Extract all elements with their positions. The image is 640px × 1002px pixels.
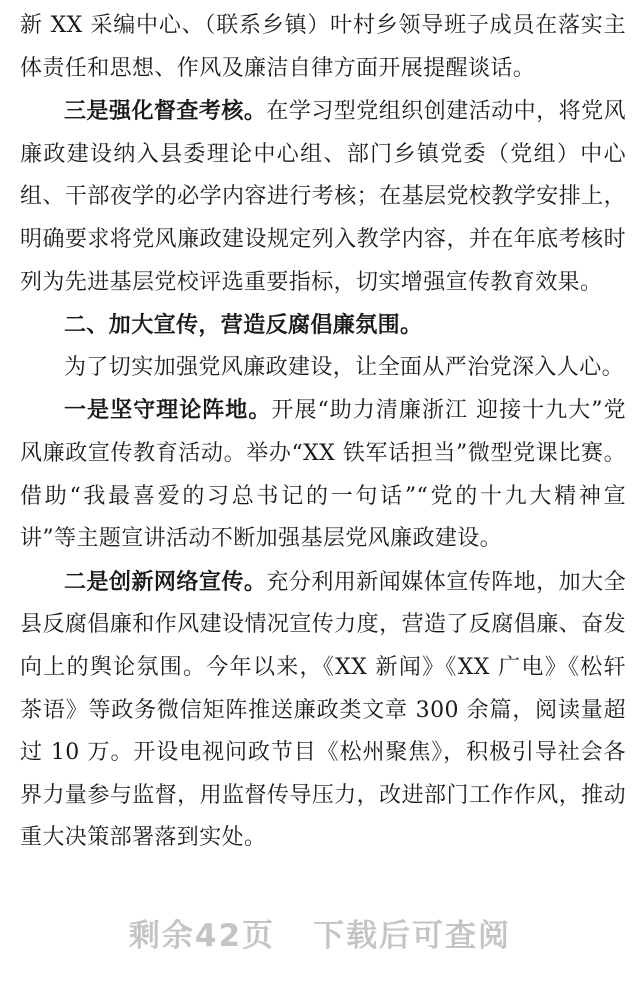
paragraph-lead: 三是强化督查考核。	[64, 98, 267, 125]
paragraph-lead: 一是坚守理论阵地。	[64, 397, 272, 424]
paragraph-text: 新 XX 采编中心、（联系乡镇）叶村乡领导班子成员在落实主体责任和思想、作风及廉洁自律方面开展提醒谈话。	[20, 13, 626, 81]
paragraph-intro	[20, 347, 626, 390]
download-prompt-label: 下载后可查阅	[313, 918, 512, 954]
section-heading-text: 二、加大宣传，营造反腐倡廉氛围。	[64, 312, 423, 339]
paragraph-text: 为了切实加强党风廉政建设，让全面从严治党深入人心。	[64, 354, 625, 380]
paragraph-text: 在学习型党组织创建活动中，将党风廉政建设纳入县委理论中心组、部门乡镇党委（党组）中心组、干部夜学的必学内容进行考核；在基层党校教学安排上，明确要求将党风廉政建设规定列入教学内容，并在年底考核时列为先进基层党校评选重要指标，切实增强宣传教育效果。	[20, 99, 627, 295]
remaining-pages-label: 剩余42页	[128, 918, 276, 954]
paragraph-text: 开展“助力清廉浙江 迎接十九大”党风廉政宣传教育活动。举办“XX 铁军话担当”微型党课比赛。借助“我最喜爱的习总书记的一句话”“党的十九大精神宣讲”等主题宣讲活动不断加强基层党风廉政建设。	[20, 398, 626, 552]
paragraph-theory	[20, 389, 626, 560]
paragraph-supervision	[20, 90, 626, 304]
document-body	[20, 0, 626, 860]
download-banner[interactable]	[0, 910, 640, 955]
section-heading	[20, 304, 626, 347]
paragraph-network	[20, 561, 626, 860]
paragraph-continuation	[20, 0, 626, 90]
paragraph-text: 充分利用新闻媒体宣传阵地，加大全县反腐倡廉和作风建设情况宣传力度，营造了反腐倡廉、奋发向上的舆论氛围。今年以来，《XX 新闻》《XX 广电》《松轩茶语》等政务微信矩阵推送廉政类文章 300 余篇，阅读量超过 10 万。开设电视问政节目《松州聚焦》，积极引导社会各界力量参与监督，用监督传导压力，改进部门工作作风，推动重大决策部署落到实处。	[20, 569, 627, 851]
paragraph-lead: 二是创新网络宣传。	[64, 568, 267, 595]
